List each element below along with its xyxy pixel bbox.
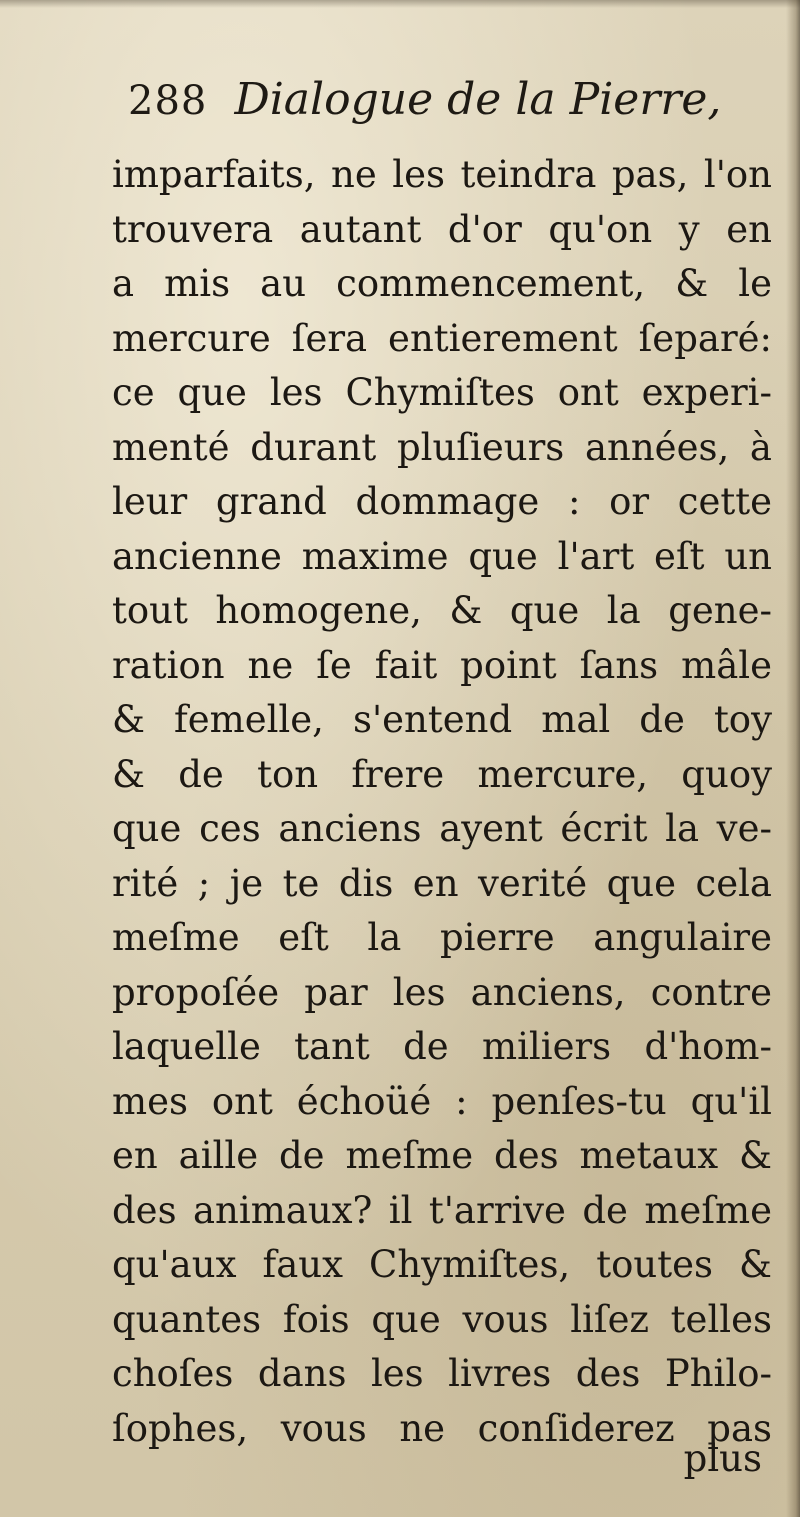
text-line: des animaux? il t'arrive de meſme <box>112 1188 772 1232</box>
catchword-row <box>112 1432 762 1486</box>
text-line: & de ton frere mercure, quoy <box>112 752 772 796</box>
text-line: menté durant pluſieurs années, à <box>112 425 772 469</box>
text-line: meſme eſt la pierre angulaire <box>112 916 772 959</box>
text-line: ancienne maxime que l'art eſt un <box>112 534 772 578</box>
text-line: qu'aux faux Chymiſtes, toutes & <box>112 1243 772 1286</box>
text-line: tout homogene, & que la gene- <box>112 589 772 632</box>
text-line: imparfaits, ne les teindra pas, l'on <box>112 153 772 196</box>
page-header <box>128 74 748 144</box>
body-text <box>112 148 772 1456</box>
catchword: plus <box>683 1437 762 1480</box>
text-line: ration ne ſe fait point ſans mâle <box>112 643 772 687</box>
text-line: trouvera autant d'or qu'on y en <box>112 207 772 251</box>
text-line: quantes fois que vous liſez telles <box>112 1297 772 1341</box>
text-line: propoſée par les anciens, contre <box>112 970 772 1014</box>
text-line: leur grand dommage : or cette <box>112 480 772 523</box>
running-title: Dialogue de la Pierre, <box>234 74 722 125</box>
page-top-shadow <box>0 0 800 8</box>
text-line: laquelle tant de miliers d'hom- <box>112 1025 772 1068</box>
page-right-edge <box>786 0 800 1517</box>
text-line: & femelle, s'entend mal de toy <box>112 698 772 741</box>
page-number: 288 <box>128 78 208 124</box>
text-line: ce que les Chymiſtes ont experi- <box>112 371 772 414</box>
text-line: rité ; je te dis en verité que cela <box>112 861 772 905</box>
text-line: en aille de meſme des metaux & <box>112 1134 772 1177</box>
text-line: a mis au commencement, & le <box>112 262 772 305</box>
text-line: mes ont échoüé : penſes-tu qu'il <box>112 1079 772 1123</box>
text-line: mercure ſera entierement ſeparé: <box>112 316 772 360</box>
text-line: que ces anciens ayent écrit la ve- <box>112 807 772 850</box>
text-line: ſophes, vous ne conſiderez pas <box>112 1406 772 1450</box>
text-line: choſes dans les livres des Philo- <box>112 1352 772 1395</box>
